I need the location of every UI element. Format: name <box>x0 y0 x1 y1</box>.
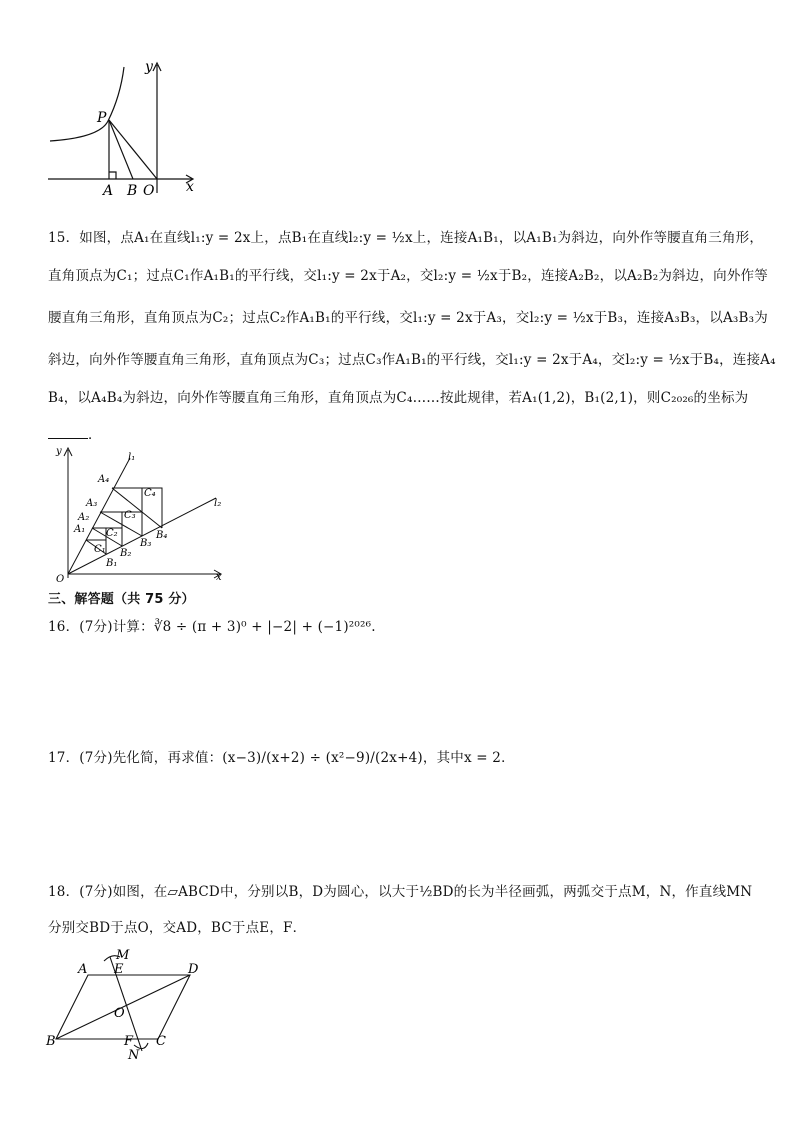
label-b: B <box>127 183 138 199</box>
label-y: y <box>56 446 62 457</box>
label-b1: B₁ <box>106 558 118 569</box>
section-title: 三、解答题（共 75 分） <box>48 592 195 607</box>
figure-q15 <box>48 440 238 590</box>
label-a3: A₃ <box>86 498 98 509</box>
label-o: O <box>56 574 65 585</box>
q17-text: 17．(7分)先化简，再求值：(x−3)/(x+2) ÷ (x²−9)/(2x+4)，其中x = 2． <box>48 750 515 766</box>
label-c3: C₃ <box>124 510 136 521</box>
label-y: y <box>145 59 153 75</box>
q15-line6-end: ． <box>88 427 102 443</box>
label-l1: l₁ <box>128 452 136 463</box>
answer-blank[interactable] <box>48 424 88 439</box>
q15-line1: 15．如图，点A₁在直线l₁:y = 2x上，点B₁在直线l₂:y = ½x上，连接A₁B₁，以A₁B₁为斜边，向外作等腰直角三角形， <box>48 230 764 246</box>
label-x: x <box>216 572 222 583</box>
q15-line2: 直角顶点为C₁；过点C₁作A₁B₁的平行线，交l₁:y = 2x于A₂，交l₂:y = ½x于B₂，连接A₂B₂，以A₂B₂为斜边，向外作等 <box>48 268 768 284</box>
q15-line5: B₄，以A₄B₄为斜边，向外作等腰直角三角形，直角顶点为C₄……按此规律，若A₁(1,2)，B₁(2,1)，则C₂₀₂₆的坐标为 <box>48 390 749 406</box>
figure-q18 <box>40 945 220 1065</box>
label-a: A <box>78 962 88 977</box>
label-e: E <box>114 962 124 977</box>
q15-line3: 腰直角三角形，直角顶点为C₂；过点C₂作A₁B₁的平行线，交l₁:y = 2x于A₃，交l₂:y = ½x于B₃，连接A₃B₃，以A₃B₃为 <box>48 310 768 326</box>
label-b: B <box>46 1034 56 1049</box>
figure-q14 <box>40 55 210 200</box>
label-c2: C₂ <box>106 528 118 539</box>
q18-line1: 18．(7分)如图，在▱ABCD中，分别以B，D为圆心，以大于½BD的长为半径画弧，两弧交于点M，N，作直线MN <box>48 884 753 900</box>
segment-po <box>109 120 157 179</box>
right-angle-mark <box>109 172 116 179</box>
label-c4: C₄ <box>144 488 156 499</box>
label-f: F <box>124 1034 134 1049</box>
label-c1: C₁ <box>94 544 106 555</box>
label-b4: B₄ <box>156 530 168 541</box>
q18-line2: 分别交BD于点O，交AD，BC于点E，F． <box>48 920 307 936</box>
label-b3: B₃ <box>140 538 152 549</box>
q16-text: 16．(7分)计算：∛8 ÷ (π + 3)⁰ + |−2| + (−1)²⁰²⁶. <box>48 619 376 635</box>
label-l2: l₂ <box>214 498 222 509</box>
label-x: x <box>186 179 194 195</box>
label-a2: A₂ <box>78 512 90 523</box>
label-o: O <box>114 1006 125 1021</box>
label-p: P <box>97 110 107 126</box>
label-d: D <box>188 962 199 977</box>
q15-line4: 斜边，向外作等腰直角三角形，直角顶点为C₃；过点C₃作A₁B₁的平行线，交l₁:y = 2x于A₄，交l₂:y = ½x于B₄，连接A₄ <box>48 352 776 368</box>
label-a1: A₁ <box>74 524 86 535</box>
label-a4: A₄ <box>98 474 110 485</box>
label-b2: B₂ <box>120 548 132 559</box>
label-n: N <box>128 1048 140 1063</box>
label-m: M <box>116 948 130 963</box>
label-a: A <box>103 183 114 199</box>
label-c: C <box>156 1034 166 1049</box>
segment-pb <box>109 120 133 179</box>
label-o: O <box>143 183 155 199</box>
